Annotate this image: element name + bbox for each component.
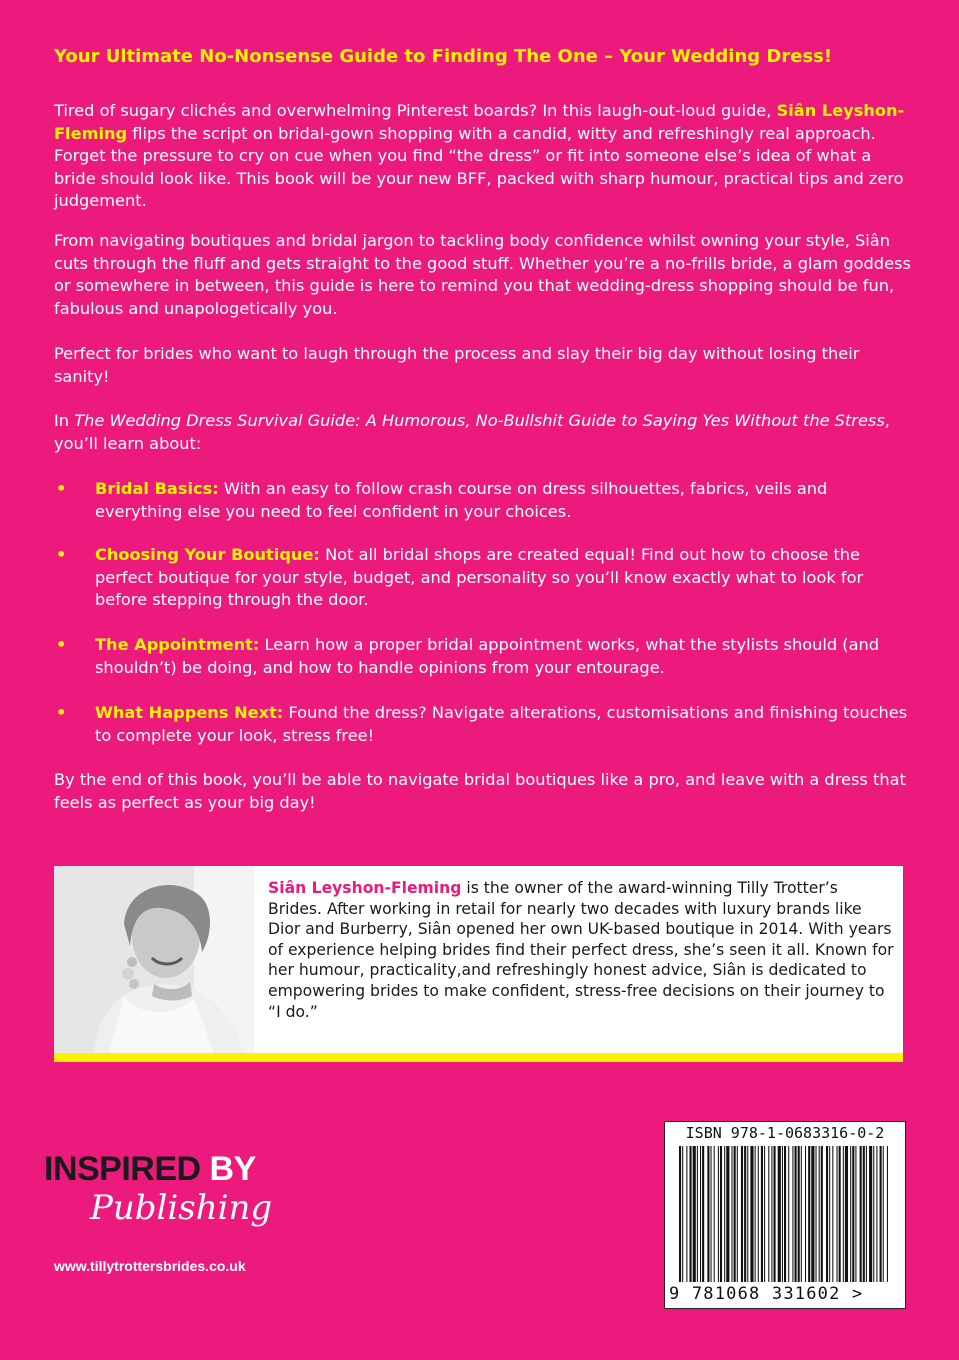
barcode-bar [734,1146,736,1282]
barcode-bar [778,1146,781,1282]
bullet-dot: • [56,635,67,654]
barcode-bar [883,1146,884,1282]
barcode-bar [832,1146,833,1282]
barcode-bar [876,1146,877,1282]
barcode-bar [829,1146,830,1282]
barcode-bar [679,1146,681,1282]
barcode-bar [801,1146,802,1282]
barcode-bar [741,1146,743,1282]
learn-intro-suffix: , you’ll learn about: [54,411,890,453]
barcode-bar [714,1146,715,1282]
barcode-bar [852,1146,854,1282]
intro-text-start: Tired of sugary clichés and overwhelming Pinterest boards? In this laugh-out-loud guide, [54,101,777,120]
barcode-bar [855,1146,856,1282]
barcode-bar [761,1146,763,1282]
barcode-bar [768,1146,769,1282]
learn-intro-prefix: In [54,411,75,430]
publisher-logo-wordmark [44,1150,256,1189]
barcode-bar [805,1146,806,1282]
website-url: www.tillytrottersbrides.co.uk [54,1258,246,1274]
isbn-label: ISBN 978-1-0683316-0-2 [685,1124,885,1142]
barcode-bar [758,1146,759,1282]
bullet-term: Choosing Your Boutique: [95,545,320,564]
logo-word-inspired: INSPIRED [44,1150,201,1188]
bullet-description: With an easy to follow crash course on dress silhouettes, fabrics, veils and everything else you need to feel confident in your choices. [95,479,828,521]
barcode-bar [819,1146,820,1282]
bullet-item-appointment [54,634,916,680]
barcode-bar [863,1146,865,1282]
barcode-bar [873,1146,874,1282]
barcode-bar [788,1146,789,1282]
bullet-text [95,478,915,523]
barcode-bar [845,1146,848,1282]
barcode-bar [711,1146,712,1282]
barcode-bar [826,1146,828,1282]
bullet-dot: • [56,703,67,722]
barcode-bar [795,1146,797,1282]
barcode-bar [726,1146,729,1282]
barcode-bar [880,1146,882,1282]
isbn-barcode [664,1121,906,1309]
barcode-bar [839,1146,841,1282]
bullet-dot: • [56,545,67,564]
bullet-description: Not all bridal shops are created equal! Find out how to choose the perfect boutique for your style, budget, and personality so you’ll know exactly what to look for before stepping through the door. [95,545,864,610]
barcode-bar [774,1146,776,1282]
bullet-item-bridal-basics [54,478,916,524]
barcode-bar [843,1146,844,1282]
author-bio-box [54,866,903,1053]
bullet-dot: • [56,479,67,498]
barcode-bar [693,1146,696,1282]
logo-word-by: BY [209,1150,256,1188]
barcode-bar [887,1146,888,1282]
barcode-bar [718,1146,719,1282]
author-bio-text [268,878,894,1022]
barcode-bar [707,1146,709,1282]
cover-heading: Your Ultimate No-Nonsense Guide to Finding The One – Your Wedding Dress! [54,46,833,67]
barcode-digits: 9 781068 331602 > [669,1284,864,1304]
barcode-bar [821,1146,823,1282]
barcode-bar [732,1146,733,1282]
barcode-bar [850,1146,851,1282]
barcode-bar [860,1146,862,1282]
barcode-bar [784,1146,786,1282]
bullet-description: Found the dress? Navigate alterations, customisations and finishing touches to complete your look, stress free! [95,703,908,745]
bullet-description: Learn how a proper bridal appointment works, what the stylists should (and shouldn’t) be doing, and how to handle opinions from your entourage. [95,635,880,677]
barcode-bar [816,1146,817,1282]
bullet-text [95,702,915,747]
bio-description: is the owner of the award-winning Tilly Trotter’s Brides. After working in retail for nearly two decades with luxury brands like Dior and Burberry, Siân opened her own UK-based boutique in 2014. With years of experience helping brides find their perfect dress, she’s seen it all. Known for her humour, practicality,and refreshingly honest advice, Siân is dedicated to empowering brides to make confident, stress-free decisions on their journey to “I do.” [268,879,894,1021]
barcode-bar [837,1146,838,1282]
barcode-bar [750,1146,753,1282]
barcode-bar [702,1146,704,1282]
barcode-bar [690,1146,692,1282]
author-portrait-image [54,866,254,1053]
bullet-item-choosing-boutique [54,544,916,612]
barcode-bar [808,1146,810,1282]
barcode-bar [686,1146,687,1282]
barcode-bar [764,1146,765,1282]
bullet-item-what-happens-next [54,702,916,748]
barcode-bar [869,1146,872,1282]
barcode-bar [697,1146,698,1282]
barcode-bars [677,1146,893,1286]
barcode-bar [771,1146,772,1282]
bullet-term: What Happens Next: [95,703,284,722]
barcode-bar [724,1146,725,1282]
barcode-bar [792,1146,793,1282]
third-paragraph: Perfect for brides who want to laugh through the process and slay their big day without losing their sanity! [54,344,860,386]
author-name-highlight: Siân Leyshon-Fleming [54,101,905,143]
publisher-logo-script: Publishing [90,1188,273,1228]
bullet-text [95,544,915,612]
author-photo [54,866,254,1053]
barcode-bar [682,1146,683,1282]
publisher-logo [44,1128,273,1238]
barcode-bar [700,1146,701,1282]
learn-intro-paragraph [54,410,916,455]
bio-author-name: Siân Leyshon-Fleming [268,879,462,897]
bullet-term: The Appointment: [95,635,260,654]
barcode-bar [720,1146,722,1282]
barcode-bar [782,1146,783,1282]
barcode-bar [798,1146,800,1282]
bullet-text [95,634,915,679]
bullet-term: Bridal Basics: [95,479,219,498]
intro-paragraph [54,100,916,213]
closing-paragraph: By the end of this book, you’ll be able to navigate bridal boutiques like a pro, and leave with a dress that feels as perfect as your big day! [54,770,906,812]
barcode-bar [811,1146,814,1282]
second-paragraph: From navigating boutiques and bridal jargon to tackling body confidence whilst owning your style, Siân cuts through the fluff and gets straight to the good stuff. Whether you’re a no-frills bride, a glam goddess or somewhere in between, this guide is here to remind you that wedding-dress shopping should be fun, fabulous and unapologetically you. [54,231,911,318]
bio-accent-bar [54,1053,903,1062]
barcode-bar [866,1146,867,1282]
barcode-bar [737,1146,738,1282]
barcode-bar [747,1146,748,1282]
book-title-italic: The Wedding Dress Survival Guide: A Humorous, No-Bullshit Guide to Saying Yes Without the Stress [74,411,885,430]
barcode-bar [755,1146,756,1282]
intro-text-end: flips the script on bridal-gown shopping with a candid, witty and refreshingly real approach. Forget the pressure to cry on cue when you find “the dress” or fit into someone else’s idea of what a bride should look like. This book will be your new BFF, packed with sharp humour, practical tips and zero judgement. [54,123,904,211]
barcode-bar [744,1146,746,1282]
